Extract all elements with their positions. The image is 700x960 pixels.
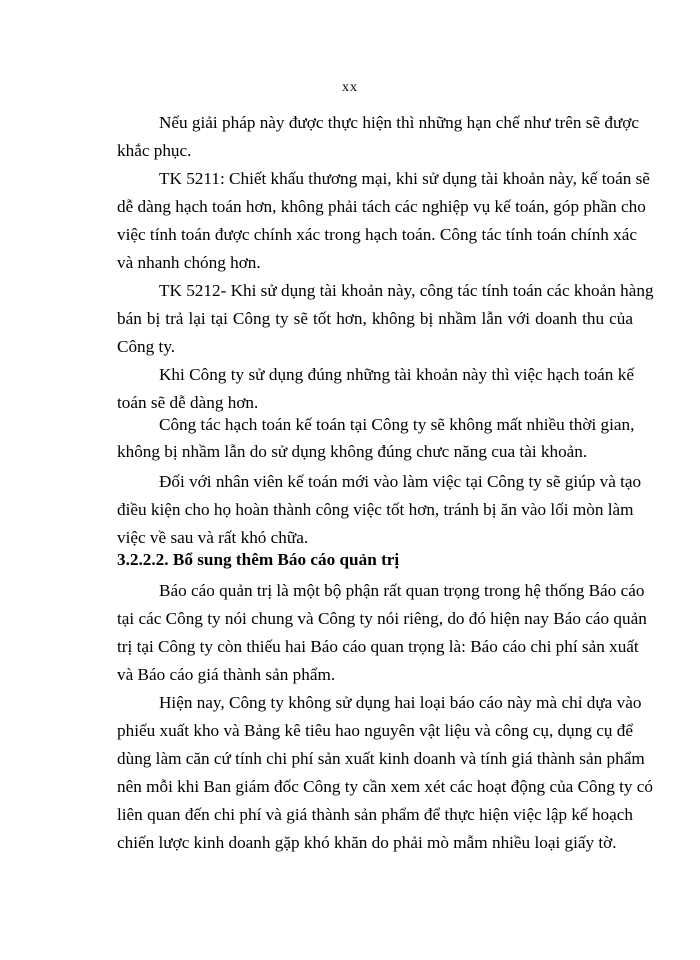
paragraph-line: liên quan đến chi phí và giá thành sản phẩm để thực hiện việc lập kế hoạch bbox=[117, 805, 633, 824]
paragraph-line: phiếu xuất kho và Bảng kê tiêu hao nguyên vật liệu và công cụ, dụng cụ để bbox=[117, 721, 633, 740]
paragraph-line: Công tác hạch toán kế toán tại Công ty sẽ không mất nhiều thời gian, bbox=[159, 415, 635, 434]
paragraph-line: Công ty. bbox=[117, 337, 176, 356]
paragraph-line: Nếu giải pháp này được thực hiện thì những hạn chế như trên sẽ được bbox=[159, 113, 639, 132]
paragraph-line: nên mỗi khi Ban giám đốc Công ty cần xem xét các hoạt động của Công ty có bbox=[117, 777, 654, 796]
paragraph-line: toán sẽ dễ dàng hơn. bbox=[117, 393, 259, 412]
section-heading: 3.2.2.2. Bổ sung thêm Báo cáo quản trị bbox=[117, 550, 400, 569]
paragraph-line: bán bị trả lại tại Công ty sẽ tốt hơn, không bị nhầm lẫn với doanh thu của bbox=[117, 309, 633, 328]
paragraph-line: tại các Công ty nói chung và Công ty nói riêng, do đó hiện nay Báo cáo quản bbox=[117, 609, 647, 628]
paragraph-line: và Báo cáo giá thành sản phẩm. bbox=[117, 665, 336, 684]
paragraph-line: khắc phục. bbox=[117, 141, 192, 160]
paragraph-line: TK 5212- Khi sử dụng tài khoản này, công tác tính toán các khoản hàng bbox=[159, 281, 654, 300]
paragraph-line: chiến lược kinh doanh gặp khó khăn do phải mò mẫm nhiều loại giấy tờ. bbox=[117, 833, 617, 852]
paragraph-line: và nhanh chóng hơn. bbox=[117, 253, 261, 272]
paragraph-line: TK 5211: Chiết khấu thương mại, khi sử dụng tài khoản này, kế toán sẽ bbox=[159, 169, 650, 188]
paragraph-line: dễ dàng hạch toán hơn, không phải tách các nghiệp vụ kế toán, góp phần cho bbox=[117, 197, 646, 216]
paragraph-line: trị tại Công ty còn thiếu hai Báo cáo quan trọng là: Báo cáo chi phí sản xuất bbox=[117, 637, 639, 656]
page-number: xx bbox=[342, 80, 358, 95]
paragraph-line: Hiện nay, Công ty không sử dụng hai loại báo cáo này mà chỉ dựa vào bbox=[159, 693, 642, 712]
paragraph-line: không bị nhầm lẫn do sử dụng không đúng chưc năng cua tài khoản. bbox=[117, 442, 588, 461]
paragraph-line: việc tính toán được chính xác trong hạch toán. Công tác tính toán chính xác bbox=[117, 225, 638, 244]
paragraph-line: Đối với nhân viên kế toán mới vào làm việc tại Công ty sẽ giúp và tạo bbox=[159, 472, 642, 491]
paragraph-line: Báo cáo quản trị là một bộ phận rất quan trọng trong hệ thống Báo cáo bbox=[159, 581, 645, 600]
paragraph-line: điều kiện cho họ hoàn thành công việc tốt hơn, tránh bị ăn vào lối mòn làm bbox=[117, 500, 634, 519]
paragraph-line: dùng làm căn cứ tính chi phí sản xuất kinh doanh và tính giá thành sản phẩm bbox=[117, 749, 645, 768]
paragraph-line: việc về sau và rất khó chữa. bbox=[117, 528, 309, 547]
paragraph-line: Khi Công ty sử dụng đúng những tài khoản này thì việc hạch toán kế bbox=[159, 365, 634, 384]
